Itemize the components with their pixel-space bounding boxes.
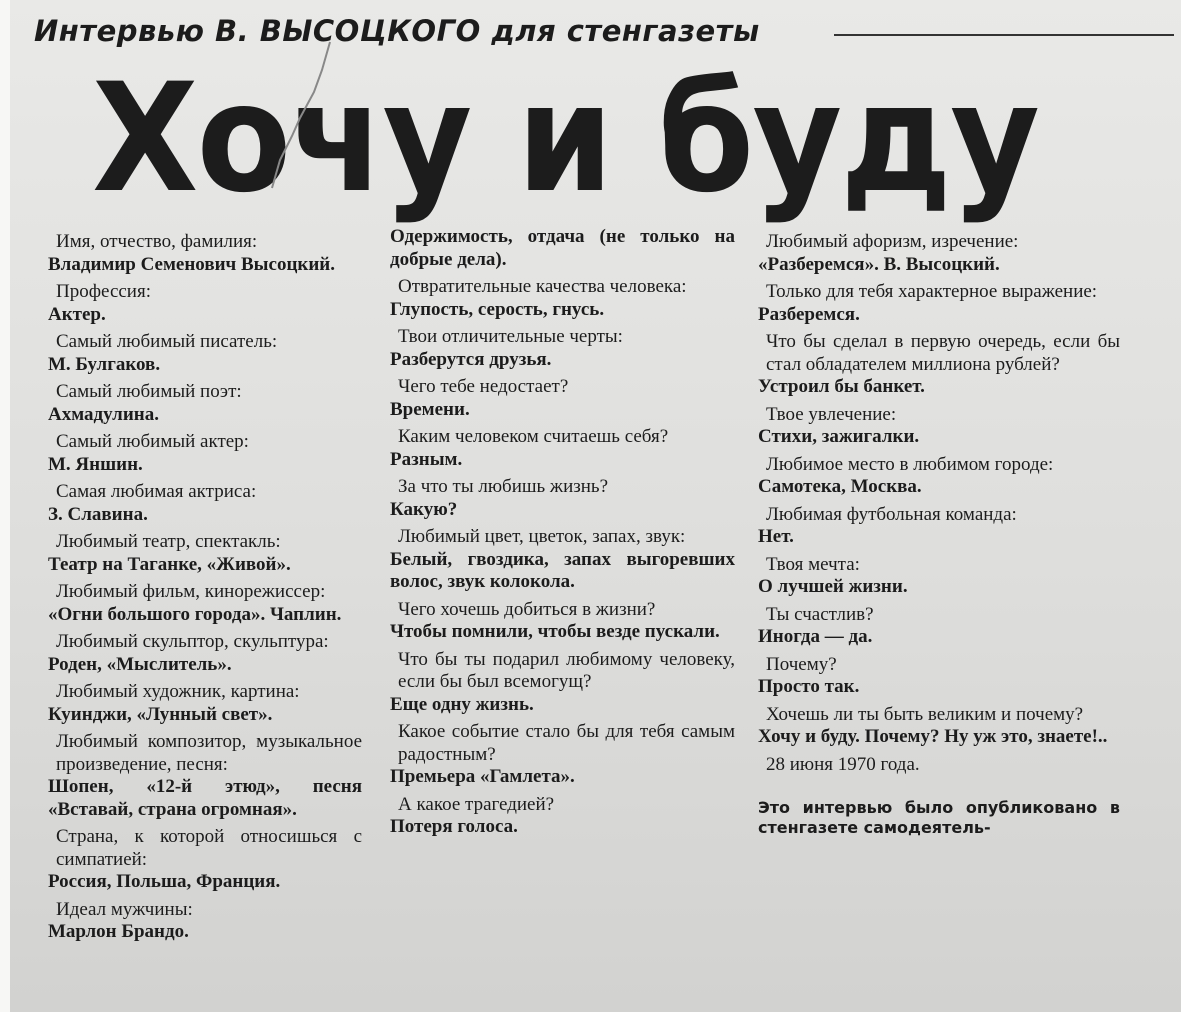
headline: Хочу и буду bbox=[92, 52, 1039, 226]
answer: Марлон Брандо. bbox=[48, 921, 189, 942]
answer: Просто так. bbox=[758, 676, 860, 697]
answer: М. Булгаков. bbox=[48, 353, 161, 375]
answer: Самотека, Москва. bbox=[758, 476, 922, 497]
question: Любимое место в любимом городе: bbox=[766, 453, 1054, 475]
question: Любимый цвет, цветок, запах, звук: bbox=[398, 526, 686, 547]
article-kicker bbox=[34, 14, 1174, 54]
paper-tear bbox=[270, 40, 350, 190]
answer: Какую? bbox=[390, 498, 458, 520]
answer: Шопен, «12-й этюд», песня «Вставай, страна огромная». bbox=[48, 776, 362, 820]
question: Хочешь ли ты быть великим и почему? bbox=[766, 703, 1084, 725]
answer: Роден, «Мыслитель». bbox=[48, 653, 232, 675]
answer: Разберутся друзья. bbox=[390, 348, 552, 370]
question: Имя, отчество, фамилия: bbox=[56, 231, 258, 252]
answer: Еще одну жизнь. bbox=[390, 693, 534, 715]
question: Любимая футбольная команда: bbox=[766, 503, 1017, 525]
question: Твоя мечта: bbox=[766, 553, 860, 575]
answer: Хочу и буду. Почему? Ну уж это, знаете!.. bbox=[758, 726, 1108, 747]
answer: Театр на Таганке, «Живой». bbox=[48, 553, 291, 575]
answer: Чтобы помнили, чтобы везде пускали. bbox=[390, 621, 720, 642]
answer: Одержимость, отдача (не только на добрые дела). bbox=[390, 226, 735, 270]
answer: Белый, гвоздика, запах выгоревших волос, звук колокола. bbox=[390, 548, 735, 592]
question: Отвратительные качества человека: bbox=[398, 276, 687, 297]
question: Почему? bbox=[766, 653, 837, 675]
question: Что бы сделал в первую очередь, если бы стал обладателем миллиона рублей? bbox=[766, 331, 1120, 375]
question: Какое событие стало бы для тебя самым радостным? bbox=[398, 721, 735, 765]
answer: Актер. bbox=[48, 303, 106, 325]
answer: Иногда — да. bbox=[758, 626, 873, 647]
question: 28 июня 1970 года. bbox=[766, 753, 920, 775]
answer: Времени. bbox=[390, 398, 470, 420]
kicker-text: Интервью В. ВЫСОЦКОГО для стенгазеты bbox=[34, 14, 760, 48]
answer: Разберемся. bbox=[758, 303, 860, 325]
question: Самый любимый поэт: bbox=[56, 381, 242, 402]
question: Самая любимая актриса: bbox=[56, 481, 257, 502]
question: Любимый афоризм, изречение: bbox=[766, 231, 1019, 252]
answer: Устроил бы банкет. bbox=[758, 376, 925, 397]
question: Страна, к которой относишься с симпатией: bbox=[56, 826, 362, 870]
question: Идеал мужчины: bbox=[56, 898, 193, 920]
column-2 bbox=[390, 226, 735, 839]
answer: Глупость, серость, гнусь. bbox=[390, 298, 605, 320]
question: Твое увлечение: bbox=[766, 403, 897, 425]
question: За что ты любишь жизнь? bbox=[398, 476, 609, 497]
question: Чего тебе недостает? bbox=[398, 376, 569, 397]
torn-edge bbox=[0, 0, 10, 1012]
answer: З. Славина. bbox=[48, 503, 148, 525]
answer: Ахмадулина. bbox=[48, 403, 159, 425]
column-1 bbox=[48, 226, 362, 944]
answer: Разным. bbox=[390, 448, 463, 470]
question: Профессия: bbox=[56, 281, 151, 302]
answer: Премьера «Гамлета». bbox=[390, 766, 575, 787]
question: Твои отличительные черты: bbox=[398, 326, 623, 347]
answer: М. Яншин. bbox=[48, 453, 143, 475]
question: Любимый композитор, музыкальное произведение, песня: bbox=[56, 731, 362, 775]
question: Самый любимый актер: bbox=[56, 431, 249, 452]
question: Самый любимый писатель: bbox=[56, 331, 278, 352]
question: Любимый театр, спектакль: bbox=[56, 531, 281, 552]
answer: Владимир Семенович Высоцкий. bbox=[48, 253, 335, 275]
answer: Нет. bbox=[758, 526, 794, 547]
question: Чего хочешь добиться в жизни? bbox=[398, 598, 656, 620]
answer: Стихи, зажигалки. bbox=[758, 426, 920, 447]
answer: О лучшей жизни. bbox=[758, 576, 908, 597]
answer: «Огни большого города». Чаплин. bbox=[48, 603, 342, 625]
question: А какое трагедией? bbox=[398, 793, 555, 815]
question: Ты счастлив? bbox=[766, 603, 874, 625]
answer: Куинджи, «Лунный свет». bbox=[48, 703, 273, 725]
question: Любимый художник, картина: bbox=[56, 681, 300, 702]
answer: Потеря голоса. bbox=[390, 816, 518, 837]
column-3 bbox=[758, 226, 1120, 838]
kicker-rule bbox=[834, 34, 1174, 36]
answer: «Разберемся». В. Высоцкий. bbox=[758, 253, 1000, 275]
question: Любимый фильм, кинорежиссер: bbox=[56, 581, 326, 602]
question: Каким человеком считаешь себя? bbox=[398, 426, 669, 447]
question: Что бы ты подарил любимому человеку, если бы был всемогущ? bbox=[398, 648, 735, 692]
answer: Россия, Польша, Франция. bbox=[48, 871, 281, 892]
question: Только для тебя характерное выражение: bbox=[766, 281, 1098, 302]
question: Любимый скульптор, скульптура: bbox=[56, 631, 329, 652]
publication-note: Это интервью было опубликовано в стенгазете самодеятель- bbox=[758, 798, 1120, 837]
